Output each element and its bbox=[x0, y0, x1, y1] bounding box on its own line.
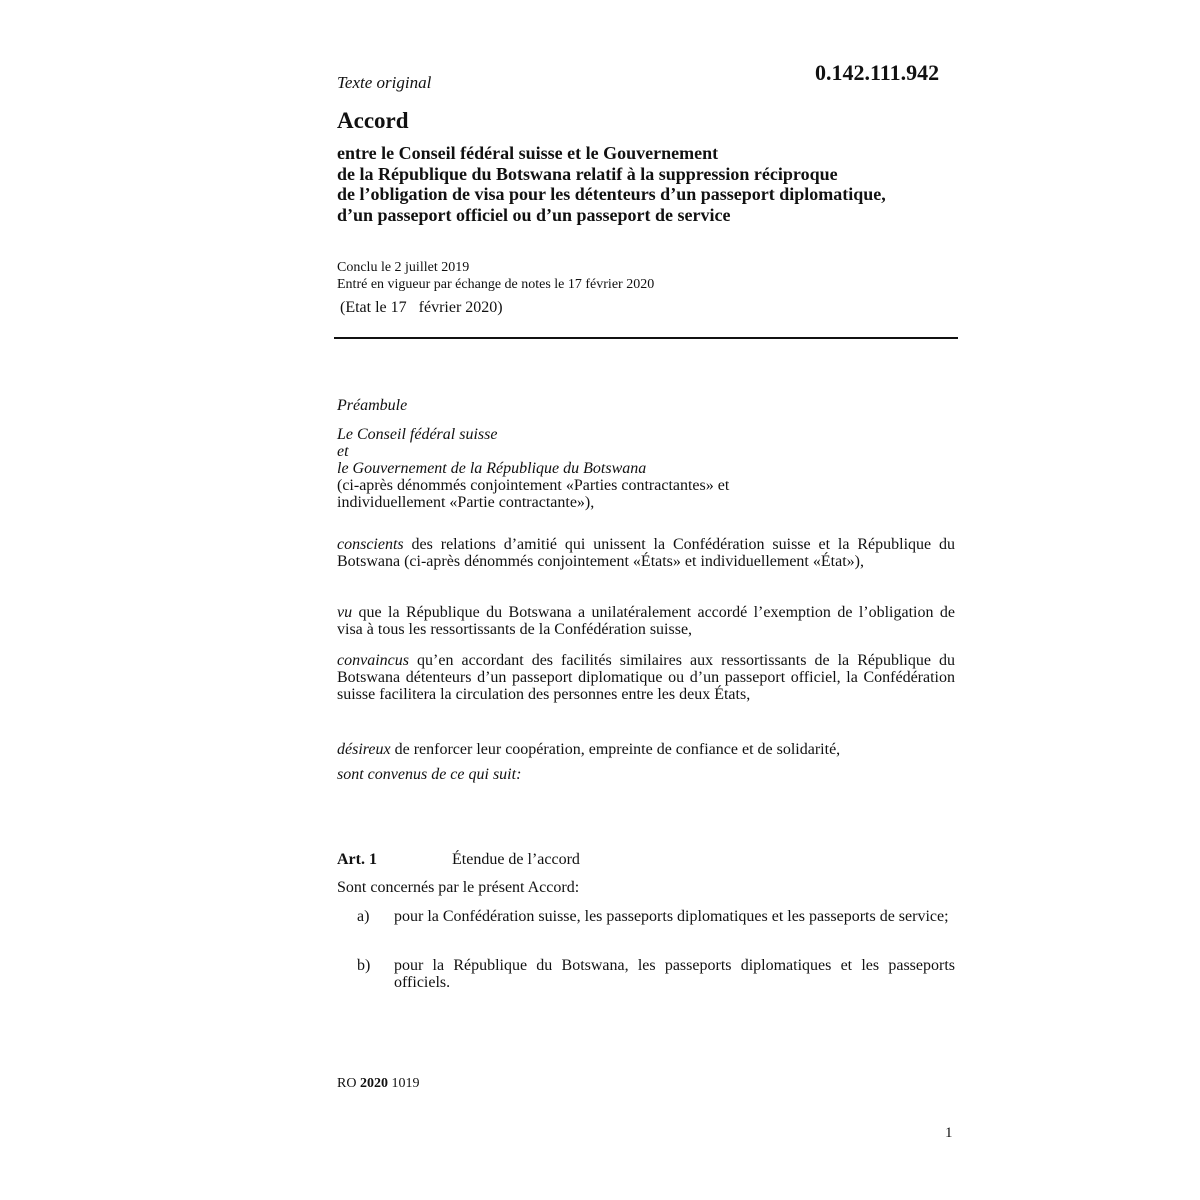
sr-number: 0.142.111.942 bbox=[815, 60, 940, 85]
list-item bbox=[357, 957, 955, 991]
ro-prefix: RO bbox=[337, 1076, 357, 1091]
preamble-heading: Préambule bbox=[337, 397, 408, 414]
list-marker: b) bbox=[357, 957, 371, 974]
page-number: 1 bbox=[945, 1125, 953, 1141]
article-number: Art. 1 bbox=[337, 851, 377, 868]
party-botswana-government: le Gouvernement de la République du Botswana bbox=[337, 460, 647, 477]
preamble-text: de renforcer leur coopération, empreinte de confiance et de solidarité, bbox=[390, 741, 841, 758]
list-marker: a) bbox=[357, 908, 370, 925]
preamble-text: des relations d’amitié qui unissent la Confédération suisse et la République du Botswana (ci-après dénommés conjointement «États» et individuellement «État»), bbox=[337, 536, 955, 570]
subtitle-line: de la République du Botswana relatif à la suppression réciproque bbox=[337, 163, 838, 184]
ro-page: 1019 bbox=[391, 1076, 420, 1091]
article-intro: Sont concernés par le présent Accord: bbox=[337, 879, 580, 896]
preamble-paragraph-convaincus bbox=[337, 652, 955, 703]
preamble-keyword: désireux bbox=[337, 741, 391, 758]
original-text-label: Texte original bbox=[337, 73, 432, 92]
document-title: Accord bbox=[337, 108, 409, 133]
agreement-dates bbox=[337, 259, 654, 293]
party-conjunction: et bbox=[337, 443, 349, 460]
ro-year: 2020 bbox=[359, 1076, 388, 1091]
preamble-paragraph-vu bbox=[337, 604, 955, 638]
party-designation-line: individuellement «Partie contractante»), bbox=[337, 494, 595, 511]
subtitle-line: d’un passeport officiel ou d’un passeport de service bbox=[337, 204, 731, 225]
preamble-keyword: vu bbox=[337, 604, 353, 621]
preamble-text: qu’en accordant des facilités similaires aux ressortissants de la République du Botswana détenteurs d’un passeport diplomatique ou d’un passeport officiel, la Confédération suisse facilitera la circulation des personnes entre les deux États, bbox=[337, 652, 955, 703]
preamble-keyword: conscients bbox=[337, 536, 404, 553]
ro-reference bbox=[337, 1076, 419, 1092]
list-item-text: pour la République du Botswana, les passeports diplomatiques et les passeports officiels. bbox=[394, 957, 955, 991]
list-item bbox=[357, 908, 955, 925]
party-designation-line: (ci-après dénommés conjointement «Parties contractantes» et bbox=[337, 477, 730, 494]
preamble-parties bbox=[337, 426, 955, 511]
preamble-conclusion: sont convenus de ce qui suit: bbox=[337, 766, 522, 783]
preamble-keyword: convaincus bbox=[337, 652, 409, 669]
preamble-text: que la République du Botswana a unilatéralement accordé l’exemption de l’obligation de visa à tous les ressortissants de la Confédération suisse, bbox=[337, 604, 955, 638]
list-item-text: pour la Confédération suisse, les passeports diplomatiques et les passeports de service; bbox=[394, 908, 949, 925]
preamble-paragraph-conscients bbox=[337, 536, 955, 570]
concluded-date: Conclu le 2 juillet 2019 bbox=[337, 260, 470, 275]
article-title: Étendue de l’accord bbox=[452, 851, 580, 868]
subtitle-line: entre le Conseil fédéral suisse et le Gouvernement bbox=[337, 143, 719, 163]
document-subtitle bbox=[337, 143, 977, 225]
party-swiss-council: Le Conseil fédéral suisse bbox=[337, 426, 498, 443]
state-date: (Etat le 17 février 2020) bbox=[340, 299, 503, 316]
entry-into-force-date: Entré en vigueur par échange de notes le 17 février 2020 bbox=[337, 277, 655, 292]
subtitle-line: de l’obligation de visa pour les détenteurs d’un passeport diplomatique, bbox=[337, 184, 886, 204]
preamble-paragraph-desireux bbox=[337, 741, 955, 758]
header-divider bbox=[334, 337, 958, 339]
